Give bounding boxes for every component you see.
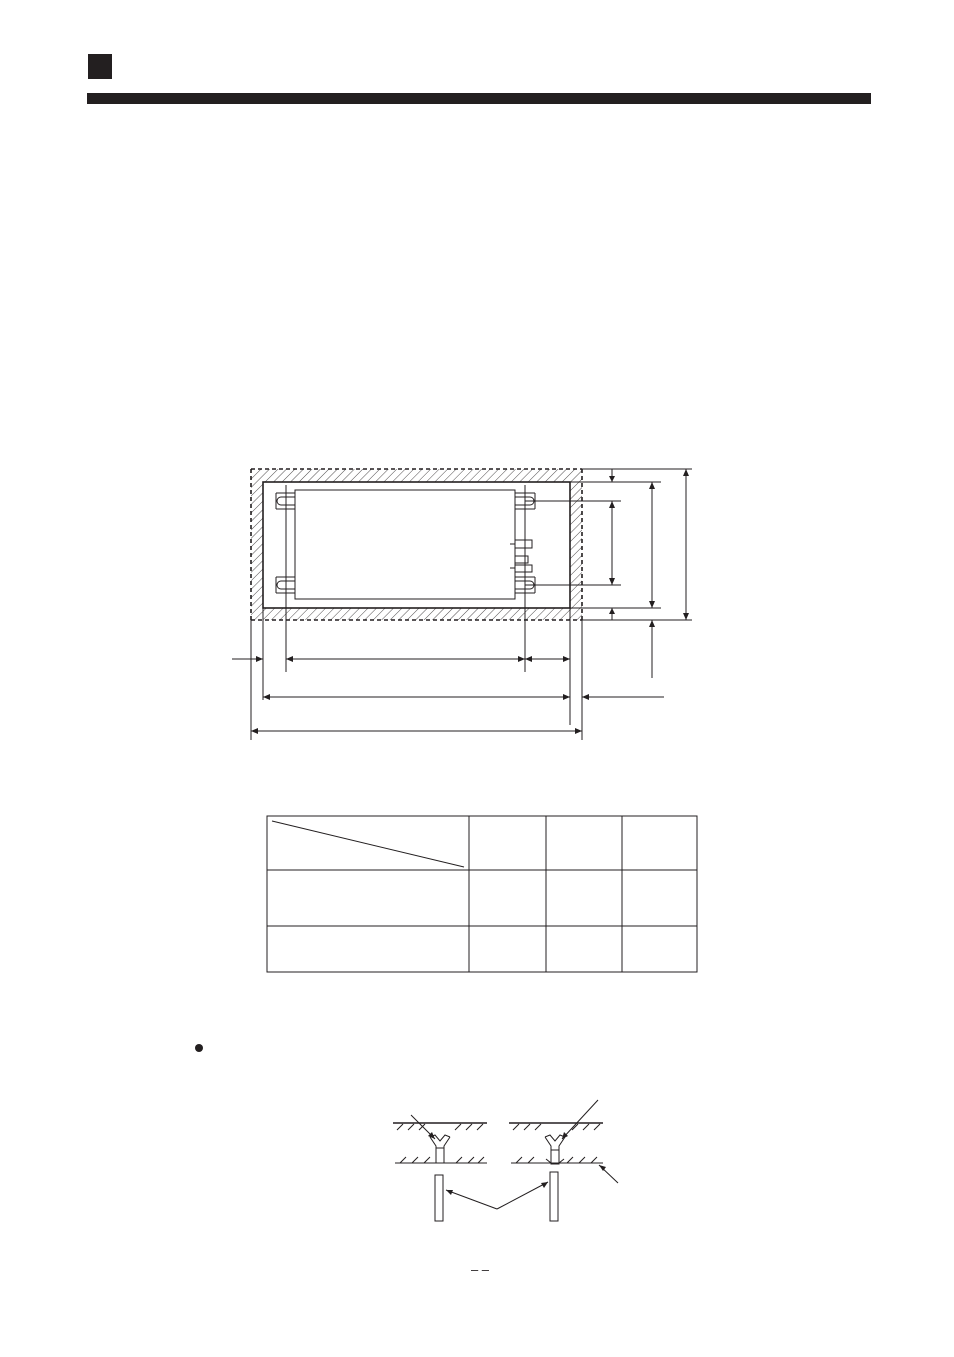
anchor-bolt-icon — [430, 1135, 450, 1221]
table-diagonal-header — [272, 821, 464, 867]
dimension-table — [267, 816, 697, 972]
bullet-note-text — [214, 1038, 854, 1058]
anchor-bolt-icon — [545, 1135, 565, 1221]
hanging-bolt-anchor-diagram — [393, 1100, 618, 1221]
page-number: – – — [470, 1262, 490, 1277]
bullet-dot-icon — [195, 1044, 203, 1052]
pipe-connection-icon — [510, 540, 532, 572]
unit-installation-space-diagram — [232, 469, 692, 740]
